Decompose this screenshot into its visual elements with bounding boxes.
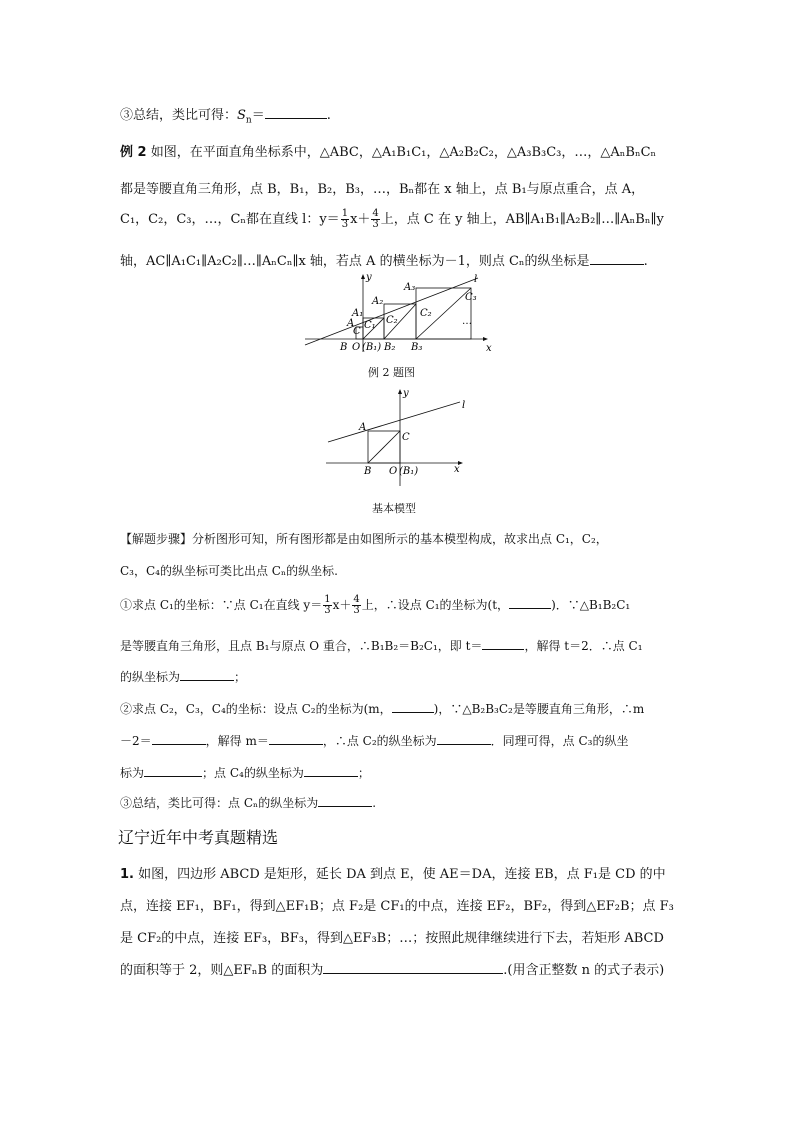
fig2-label-x: x xyxy=(454,464,460,475)
fig2-label-O: O xyxy=(389,466,398,477)
fig2-label-l: l xyxy=(462,400,466,411)
steps-line-6 xyxy=(120,700,644,717)
text: 标为 xyxy=(120,766,145,780)
fig1-dots: … xyxy=(462,316,472,327)
fraction: $\frac{4}{3}$ xyxy=(372,208,379,230)
text: )，∵△B₂B₃C₂是等腰直角三角形，∴m xyxy=(433,702,645,716)
text: C₁，C₂，C₃，…，Cₙ都在直线 l：y＝ xyxy=(120,212,340,227)
fig1-label-A: A xyxy=(347,318,355,329)
fig1-label-B: B xyxy=(340,342,348,353)
text: 的纵坐标为 xyxy=(120,670,181,684)
fig1-label-C1: C₁ xyxy=(364,320,376,331)
text: ③总结，类比可得： xyxy=(120,108,238,123)
fraction: $\frac{1}{3}$ xyxy=(324,594,331,616)
text: . xyxy=(372,796,377,810)
example2-line-3 xyxy=(120,208,664,230)
answer-blank[interactable] xyxy=(180,668,234,681)
answer-blank[interactable] xyxy=(265,106,327,119)
text: 是 CF₂的中点，连接 EF₃，BF₃，得到△EF₃B；…；按照此规律继续进行下去，若矩形 ABCD xyxy=(120,931,664,946)
steps-line-2 xyxy=(120,562,338,579)
answer-blank[interactable] xyxy=(304,764,358,777)
fig1-label-C2b: C₂ xyxy=(420,308,432,319)
text: )．∵△B₁B₂C₁ xyxy=(551,598,631,612)
text: ②求点 C₂，C₃，C₄的坐标：设点 C₂的坐标为(m， xyxy=(120,702,392,716)
answer-blank[interactable] xyxy=(437,732,491,745)
fig1-label-B2: B₂ xyxy=(384,342,396,353)
text: . xyxy=(643,254,648,269)
answer-blank[interactable] xyxy=(318,794,372,807)
basic-model-figure xyxy=(322,386,472,486)
answer-blank[interactable] xyxy=(269,732,323,745)
section-heading: 辽宁近年中考真题精选 xyxy=(118,828,279,847)
text: ，解得 m＝ xyxy=(205,734,269,748)
example2-line-2 xyxy=(120,178,644,197)
math-sub: n xyxy=(245,115,252,126)
text: 都是等腰直角三角形，点 B，B₁，B₂，B₃，…，Bₙ都在 x 轴上，点 B₁与原点重合，点 A， xyxy=(120,182,645,197)
figure1-caption: 例 2 题图 xyxy=(368,366,415,379)
fig1-label-l: l xyxy=(474,274,478,285)
problem1-line-4 xyxy=(120,959,664,978)
fraction: $\frac{4}{3}$ xyxy=(353,594,360,616)
text: 【解题步骤】分析图形可知，所有图形都是由如图所示的基本模型构成，故求出点 C₁，C₂， xyxy=(120,532,608,546)
steps-line-1 xyxy=(120,530,608,547)
example2-line-1 xyxy=(120,141,656,160)
example-label: 例 2 xyxy=(120,145,147,160)
fraction: $\frac{1}{3}$ xyxy=(341,208,349,230)
text: ③总结，类比可得：点 Cₙ的纵坐标为 xyxy=(120,796,319,810)
fig1-label-y: y xyxy=(366,272,372,283)
text: x＋ xyxy=(332,598,352,612)
example2-line-4 xyxy=(120,250,648,269)
text: ①求点 C₁的坐标：∵点 C₁在直线 y＝ xyxy=(120,598,323,612)
text: .(用含正整数 n 的式子表示) xyxy=(503,963,665,978)
fig1-label-O: O xyxy=(352,342,361,353)
steps-line-9 xyxy=(120,794,376,811)
problem1-line-2 xyxy=(120,895,674,914)
fig1-label-B1: (B₁) xyxy=(362,342,382,353)
text: 是等腰直角三角形，且点 B₁与原点 O 重合，∴B₁B₂＝B₂C₁，即 t＝ xyxy=(120,639,483,653)
steps-line-5 xyxy=(120,668,246,685)
text: 上，点 C 在 y 轴上，AB∥A₁B₁∥A₂B₂∥…∥AₙBₙ∥y xyxy=(380,212,664,227)
text: ；点 C₄的纵坐标为 xyxy=(202,766,304,780)
fig1-label-A2: A₂ xyxy=(372,296,384,307)
answer-blank[interactable] xyxy=(323,961,503,974)
text: 上，∴设点 C₁的坐标为(t， xyxy=(361,598,510,612)
answer-blank[interactable] xyxy=(144,764,202,777)
text: ＝ xyxy=(251,108,265,123)
fig2-label-C: C xyxy=(402,432,410,443)
fig1-label-C: C xyxy=(353,326,361,337)
text: 点，连接 EF₁，BF₁，得到△EF₁B；点 F₂是 CF₁的中点，连接 EF₂，BF₂，得到△EF₂B；点 F₃ xyxy=(120,899,674,914)
problem-number: 1. xyxy=(120,867,134,882)
figure2-caption: 基本模型 xyxy=(372,502,416,515)
text: 如图，四边形 ABCD 是矩形，延长 DA 到点 E，使 AE＝DA，连接 EB，点 F₁是 CD 的中 xyxy=(133,867,666,882)
summary-line-1 xyxy=(120,104,331,126)
steps-line-8 xyxy=(120,764,370,781)
text: ； xyxy=(357,766,370,780)
fig2-label-y: y xyxy=(403,388,409,399)
fig1-label-A3: A₃ xyxy=(404,282,416,293)
fig1-label-B3: B₃ xyxy=(411,342,423,353)
fig1-label-x: x xyxy=(486,343,492,354)
answer-blank[interactable] xyxy=(482,637,524,650)
text: 轴，AC∥A₁C₁∥A₂C₂∥…∥AₙCₙ∥x 轴，若点 A 的横坐标为－1，则点 Cₙ的纵坐标是 xyxy=(120,254,590,269)
math-s: S xyxy=(237,108,246,123)
steps-line-7 xyxy=(120,732,628,749)
answer-blank[interactable] xyxy=(152,732,206,745)
problem1-line-1 xyxy=(120,863,666,882)
text: ； xyxy=(234,670,247,684)
text: . xyxy=(326,108,331,123)
text: －2＝ xyxy=(120,734,152,748)
fig2-label-B1: (B₁) xyxy=(399,466,419,477)
text: x＋ xyxy=(350,212,371,227)
fig1-label-A1: A₁ xyxy=(352,308,364,319)
text: C₃，C₄的纵坐标可类比出点 Cₙ的纵坐标. xyxy=(120,564,338,578)
text: ，∴点 C₂的纵坐标为 xyxy=(322,734,437,748)
steps-line-3 xyxy=(120,595,630,616)
fig2-label-B: B xyxy=(364,466,372,477)
answer-blank[interactable] xyxy=(590,252,644,265)
text: ．同理可得，点 C₃的纵坐 xyxy=(490,734,629,748)
problem1-line-3 xyxy=(120,927,664,946)
fig2-label-A: A xyxy=(359,422,367,433)
text: 的面积等于 2，则△EFₙB 的面积为 xyxy=(120,963,324,978)
text: 如图，在平面直角坐标系中，△ABC，△A₁B₁C₁，△A₂B₂C₂，△A₃B₃C₃，…，△AₙBₙCₙ xyxy=(146,145,657,160)
steps-line-4 xyxy=(120,637,643,654)
example2-figure xyxy=(300,272,500,354)
answer-blank[interactable] xyxy=(392,700,434,713)
text: ，解得 t＝2．∴点 C₁ xyxy=(524,639,643,653)
fig1-label-C2: C₂ xyxy=(386,315,398,326)
fig1-label-C3: C₃ xyxy=(465,292,477,303)
answer-blank[interactable] xyxy=(509,596,551,609)
